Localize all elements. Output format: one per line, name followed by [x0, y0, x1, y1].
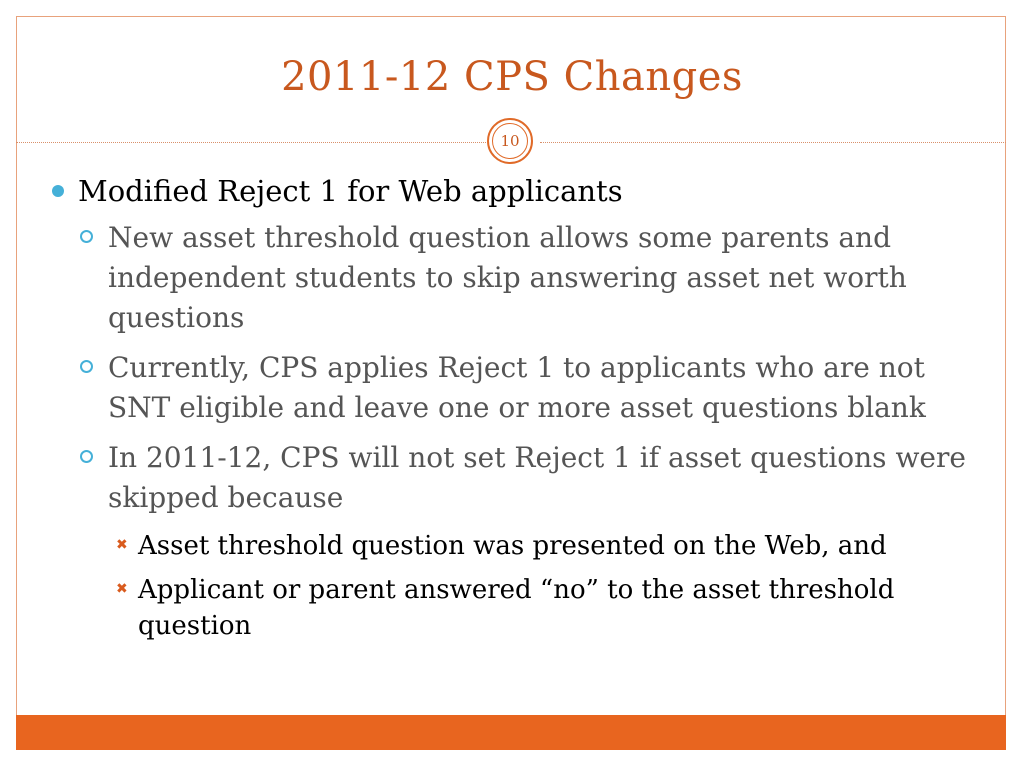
bullet-level2 [78, 218, 983, 338]
bullet-level2 [78, 438, 983, 518]
hollow-circle-icon [80, 360, 93, 373]
bowtie-icon: ✖ [116, 581, 128, 597]
bullet-level2-text: Currently, CPS applies Reject 1 to applicants who are not SNT eligible and leave one or more asset questions blank [108, 351, 926, 424]
title-divider-left [16, 142, 486, 143]
bullet-level1-text: Modified Reject 1 for Web applicants [78, 174, 623, 208]
bullet-level1 [48, 170, 998, 212]
filled-circle-icon [52, 185, 64, 197]
bullet-level3 [108, 572, 958, 644]
hollow-circle-icon [80, 230, 93, 243]
bowtie-icon: ✖ [116, 537, 128, 553]
footer-accent-bar [16, 715, 1006, 750]
bullet-level2-text: New asset threshold question allows some parents and independent students to skip answering asset net worth questions [108, 221, 907, 334]
slide-title: 2011-12 CPS Changes [281, 54, 743, 100]
hollow-circle-icon [80, 450, 93, 463]
title-divider-right [540, 142, 1006, 143]
page-number-badge [487, 118, 533, 164]
bullet-level3-text: Asset threshold question was presented on the Web, and [138, 531, 887, 561]
page-number: 10 [492, 123, 528, 159]
bullet-level2-text: In 2011-12, CPS will not set Reject 1 if asset questions were skipped because [108, 441, 966, 514]
slide-content [48, 170, 998, 652]
bullet-level3 [108, 528, 958, 564]
bullet-level3-text: Applicant or parent answered “no” to the asset threshold question [138, 575, 895, 641]
bullet-level2 [78, 348, 983, 428]
